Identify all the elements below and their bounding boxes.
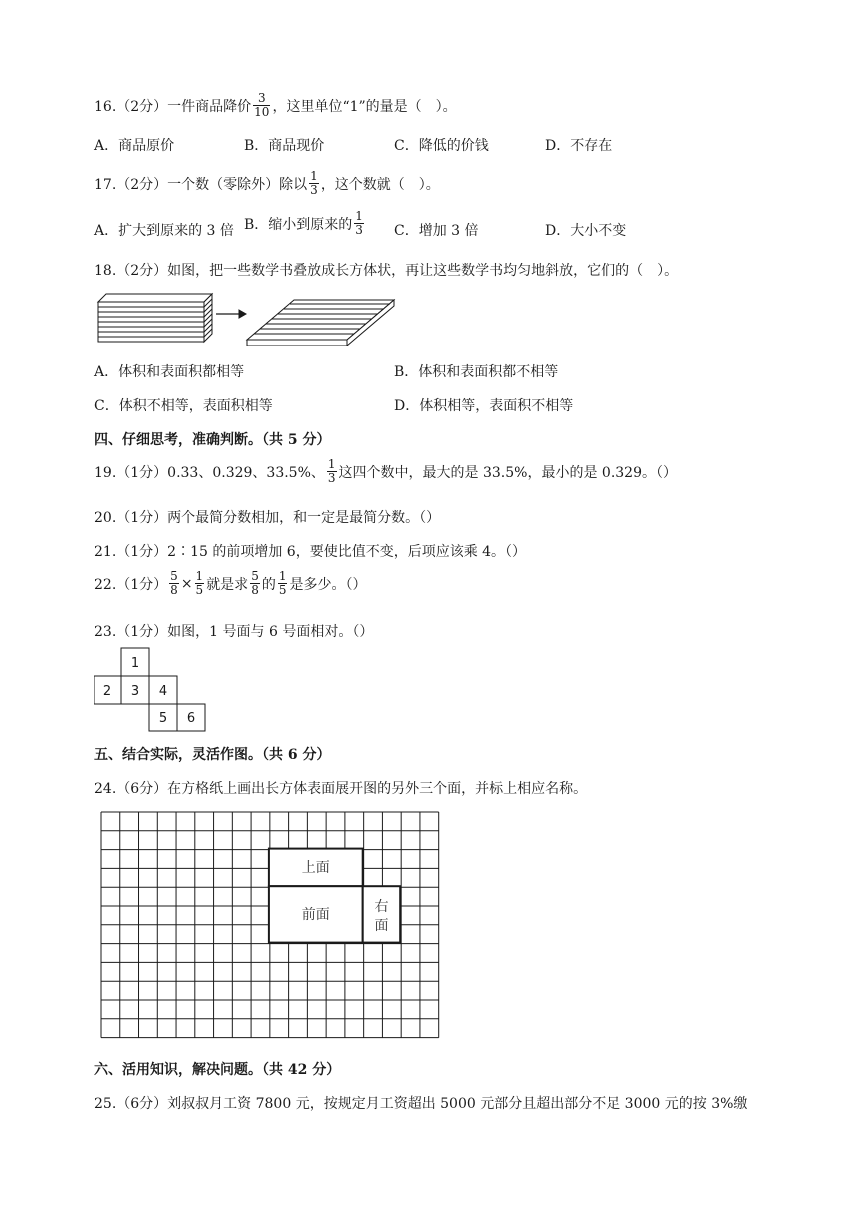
q18-option-b: B．体积和表面积都不相等: [394, 364, 559, 380]
question-16: [94, 92, 457, 119]
face-3: 3: [130, 684, 140, 699]
q17-option-b: B．缩小到原来的 $\frac{1}{3}$: [244, 209, 363, 238]
question-21: 21.（1分）2∶15 的前项增加 6，要使比值不变，后项应该乘 4。（）: [94, 544, 527, 560]
cube-net-figure: [94, 646, 208, 732]
question-23: 23.（1分）如图，1 号面与 6 号面相对。（）: [94, 624, 374, 640]
q16-option-b: B．商品现价: [244, 138, 325, 154]
q16-option-a: A．商品原价: [94, 138, 175, 154]
q18-option-a: A．体积和表面积都相等: [94, 364, 245, 380]
grid-paper: [100, 811, 440, 1041]
question-25: 25.（6分）刘叔叔月工资 7800 元，按规定月工资超出 5000 元部分且超出部分不足 3000 元的按 3%缴: [94, 1096, 748, 1112]
right-face-label-2: 面: [374, 918, 389, 934]
face-2: 2: [102, 684, 112, 699]
question-18: 18.（2分）如图，把一些数学书叠放成长方体状，再让这些数学书均匀地斜放，它们的（ ）。: [94, 263, 679, 279]
fraction-1-3: $\frac{1}{3}$: [310, 169, 318, 198]
q18-option-d: D．体积相等，表面积不相等: [394, 398, 574, 414]
stacked-books-icon: [98, 294, 212, 342]
question-24: 24.（6分）在方格纸上画出长方体表面展开图的另外三个面，并标上相应名称。: [94, 781, 588, 797]
question-17: 17.（2分）一个数（零除外）除以 $\frac{1}{3}$ ，这个数就（ ）。: [94, 169, 440, 198]
fraction-3-10: $\frac{3}{10}$: [254, 91, 270, 120]
q17-option-a: A．扩大到原来的 3 倍: [94, 223, 234, 239]
question-16-suffix: ，这里单位“1”的量是（ ）。: [272, 98, 457, 115]
q17-option-c: C．增加 3 倍: [394, 223, 479, 239]
question-19: 19.（1分）0.33、0.329、33.5%、 $\frac{1}{3}$ 这四个数中，最大的是 33.5%，最小的是 0.329。（）: [94, 457, 677, 486]
question-20: 20.（1分）两个最简分数相加，和一定是最简分数。（）: [94, 510, 441, 526]
section-4-heading: 四、仔细思考，准确判断。（共 5 分）: [94, 432, 331, 448]
section-5-heading: 五、结合实际，灵活作图。（共 6 分）: [94, 747, 331, 763]
front-face-label: 前面: [301, 907, 330, 923]
question-16-prefix: 16.（2分）一件商品降价: [94, 98, 252, 115]
face-1: 1: [130, 656, 140, 671]
books-figure: [94, 290, 404, 346]
section-6-heading: 六、活用知识，解决问题。（共 42 分）: [94, 1062, 341, 1078]
q18-option-c: C．体积不相等，表面积相等: [94, 398, 273, 414]
face-5: 5: [158, 711, 168, 726]
arrow-right-icon: [216, 310, 246, 318]
slanted-books-icon: [247, 300, 394, 346]
q16-option-d: D．不存在: [545, 138, 613, 154]
face-4: 4: [158, 684, 168, 699]
face-6: 6: [186, 711, 196, 726]
question-22: 22.（1分） $\frac{5}{8}$ × $\frac{1}{5}$ 就是求 $\frac{5}{8}$ 的 $\frac{1}{5}$ 是多少。（）: [94, 569, 367, 598]
q16-option-c: C．降低的价钱: [394, 138, 489, 154]
right-face-label-1: 右: [374, 899, 389, 915]
top-face-label: 上面: [301, 860, 330, 876]
q17-option-d: D．大小不变: [545, 223, 627, 239]
